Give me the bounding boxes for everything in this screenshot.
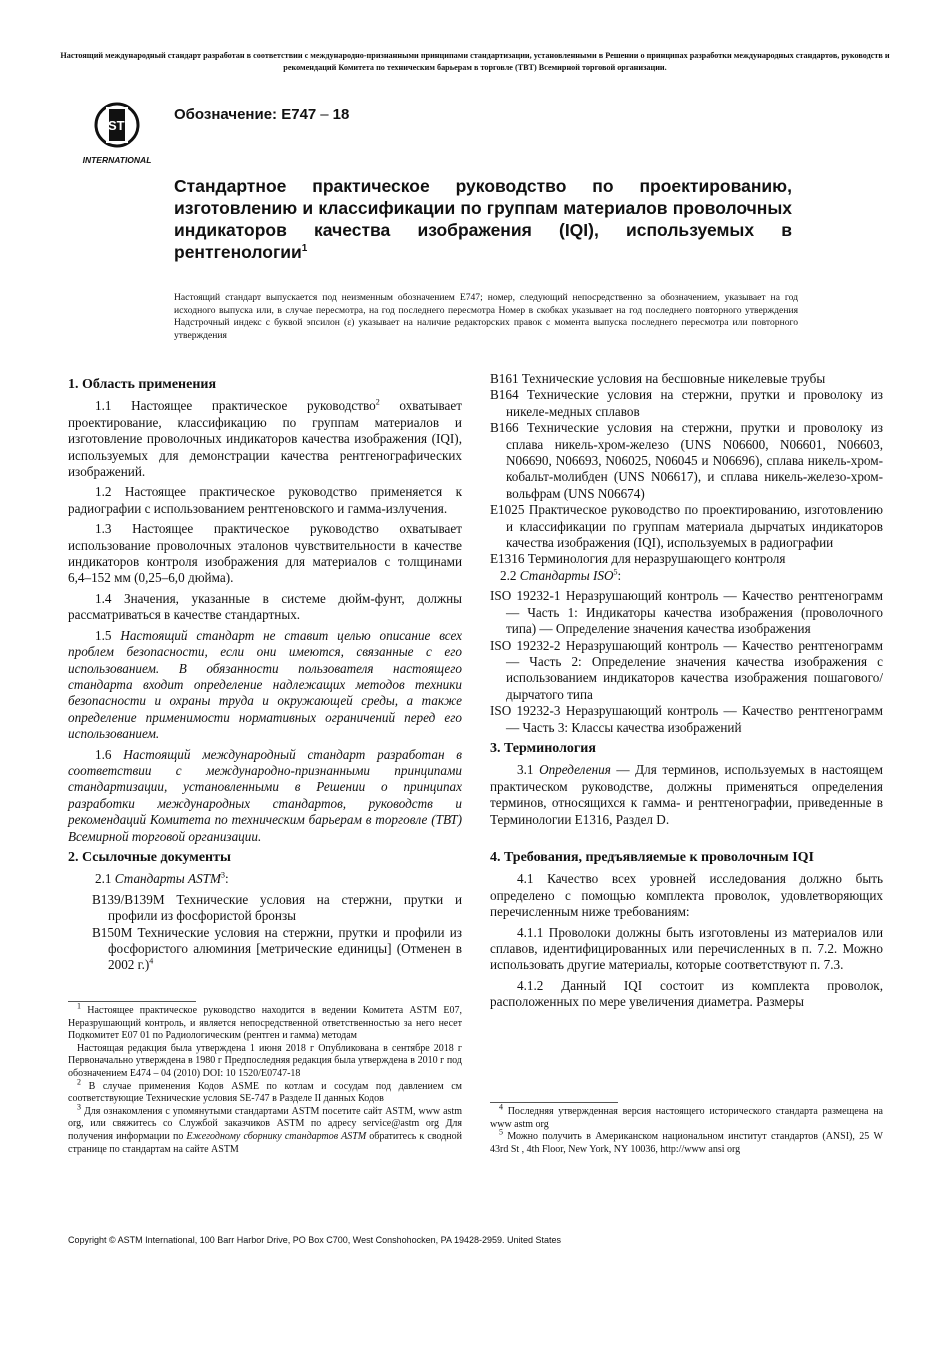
designation-label: Обозначение: E747 — [174, 106, 317, 123]
para-1-6: 1.6 Настоящий международный стандарт разработан в соответствии с международно-признанными принципами стандартизации, установленными в Решении о принципах разработки международных стандартов, руководств и рекомендаций Комитета по техническим барьерам в торговле (ТВТ) Всемирной торговой организации. — [68, 746, 462, 844]
reference-iso-19232-1: ISO 19232-1 Неразрушающий контроль — Качество рентгенограмм — Часть 1: Индикаторы качества изображения (проволочного типа) — Определение значения качества изображения — [490, 588, 883, 637]
footnote-4: $^4$ Последняя утвержденная версия настоящего исторического стандарта размещена на www astm org — [490, 1102, 883, 1130]
reference-b139: B139/B139M Технические условия на стержни, прутки и профили из фосфористой бронзы — [92, 891, 462, 924]
document-title: Стандартное практическое руководство по проектированию, изготовлению и классификации по группам материалов проволочных индикаторов качества изображения (IQI), используемых в рентгенологии$^1$ — [174, 176, 792, 262]
reference-e1025: E1025 Практическое руководство по проектированию, изготовлению и классификации по группам материала дырчатых индикаторов качества изображения (IQI), используемых в радиографии — [490, 502, 883, 551]
section-2-heading: 2. Ссылочные документы — [68, 849, 231, 865]
footnote-2: $^2$ В случае применения Кодов ASME по котлам и сосудам под давлением см соответствующие Технические условия SE-747 в Разделе II данных Кодов — [68, 1077, 463, 1105]
footnote-1-continued: Настоящая редакция была утверждена 1 июня 2018 г Опубликована в сентябре 2018 г Первоначально утверждена в 1980 г Предпоследняя редакция была утверждена в 2010 г под обозначением E474 – 04 (2010) DOI: 10 1520/E0747-18 — [68, 1042, 462, 1079]
para-4-1-1: 4.1.1 Проволоки должны быть изготовлены из материалов или сплавов, идентифицированных или перечисленных в п. 7.2. Можно использовать другие материалы, которые соответствуют п. 7.3. — [490, 924, 883, 973]
para-1-5: 1.5 Настоящий стандарт не ставит целью описание всех проблем безопасности, если они имеются, связанные с его использованием. В обязанности пользователя настоящего стандарта входит определение надлежащих методов техники безопасности и охраны труда и окружающей среды, а также определение применимости нормативных ограничений перед его использованием. — [68, 627, 463, 742]
section-4-heading: 4. Требования, предъявляемые к проволочным IQI — [490, 849, 814, 865]
reference-b164: B164 Технические условия на стержни, прутки и проволоку из никеле-медных сплавов — [490, 387, 883, 419]
right-column — [490, 371, 883, 1015]
footnote-divider-left — [68, 1001, 196, 1002]
footnote-divider-right — [490, 1102, 618, 1103]
section-1-heading: 1. Область применения — [68, 377, 217, 392]
logo-subtext: INTERNATIONAL — [82, 155, 152, 165]
reference-b150m: B150M Технические условия на стержни, прутки и профили из фосфористого алюминия [метрические единицы] (Отменен в 2002 г.)$^4$ — [92, 924, 462, 973]
designation-year: 18 — [332, 106, 350, 123]
para-2-2: 2.2 Стандарты ISO$^5$: — [500, 567, 622, 583]
para-1-1: 1.1 Настоящее практическое руководство$^2$ охватывает проектирование, классификацию по группам материалов и изготовление проволочных индикаторов качества изображения (IQI), используемых для демонстрации качества рентгенографических изображений. — [68, 398, 462, 480]
reference-iso-19232-2: ISO 19232-2 Неразрушающий контроль — Качество рентгенограмм — Часть 2: Определение значения качества изображения с использованием индикаторов качества изображения пошагового/дырчатого типа — [490, 637, 883, 702]
para-1-4: 1.4 Значения, указанные в системе дюйм-фунт, должны рассматриваться в качестве стандартных. — [68, 590, 462, 623]
copyright-line: Copyright © ASTM International, 100 Barr Harbor Drive, PO Box C700, West Conshohocken, PA 19428-2959. United States — [68, 1235, 562, 1245]
logo-text: ASTM — [98, 118, 136, 133]
reference-b166: B166 Технические условия на стержни, прутки и проволоку из сплава никель-хром-железо (UNS N06600, N06601, N06603, N06690, N06693, N06025, N06045 и N06696), сплава никель-хром-кобальт-молибден (UNS N06617), и сплава никель-железо-хром-вольфрам (UNS N06674) — [490, 420, 883, 501]
para-4-1: 4.1 Качество всех уровней исследования должно быть определено с помощью комплекта проволок, удовлетворяющих перечисленным ниже требованиям: — [490, 871, 883, 920]
astm-logo — [76, 97, 158, 167]
para-4-1-2: 4.1.2 Данный IQI состоит из комплекта проволок, расположенных по мере увеличения диаметра. Размеры — [490, 977, 883, 1010]
left-column — [68, 372, 462, 974]
reference-iso-19232-3: ISO 19232-3 Неразрушающий контроль — Качество рентгенограмм — Часть 3: Классы качества изображений — [490, 703, 883, 735]
para-1-3: 1.3 Настоящее практическое руководство охватывает использование проволочных эталонов чувствительности в качестве индикаторов контроля изображения для материалов с толщинами 6,4–152 мм (0,25–6,0 дюйма). — [68, 521, 462, 586]
designation-dash: – — [320, 106, 329, 123]
footnote-1: $^1$ Настоящее практическое руководство находится в ведении Комитета ASTM E07, Неразрушающий контроль, и является непосредственной ответственностью за него несет Подкомитет E07 01 по Радиологическим (рентген и гамма) методам — [68, 1001, 462, 1042]
para-2-1: 2.1 Стандарты ASTM$^3$: — [95, 870, 229, 887]
international-standard-notice: Настоящий международный стандарт разработан в соответствии с международно-признанными принципами стандартизации, установленными в Решении о принципах разработки международных стандартов, руководств и рекомендаций Комитета по техническим барьерам в торговле (ТВТ) Всемирной торговой организации. — [60, 51, 890, 72]
standard-issuance-note: Настоящий стандарт выпускается под неизменным обозначением E747; номер, следующий непосредственно за обозначением, указывает на год исходного выпуска или, в случае пересмотра, на год последнего пересмотра Номер в скобках указывает на год последнего повторного утверждения Надстрочный индекс с буквой эпсилон (ε) указывает на наличие редакторских правок с момента выпуска последнего пересмотра или повторного утверждения — [174, 292, 798, 341]
title-footnote-ref: 1 — [301, 243, 308, 255]
designation — [174, 106, 349, 123]
para-3-1: 3.1 Определения — Для терминов, используемых в настоящем практическом руководстве, должны применяться определения терминов, относящихся к гамма- и рентгенографии, приведенные в Терминологии E1316, Раздел D. — [490, 762, 884, 827]
footnotes-right — [490, 1102, 883, 1156]
reference-e1316: E1316 Терминология для неразрушающего контроля — [490, 551, 786, 567]
footnote-3: $^3$ Для ознакомления с упомянутыми стандартами ASTM посетите сайт ASTM, www astm org, или свяжитесь со Службой заказчиков ASTM по адресу service@astm org Для получения информации по Ежегодному сборнику стандартов ASTM обратитесь к сводной странице по стандартам на сайте ASTM — [68, 1102, 462, 1155]
para-1-2: 1.2 Настоящее практическое руководство применяется к радиографии с использованием рентгеновского и гамма-излучения. — [68, 484, 462, 516]
section-3-heading: 3. Терминология — [490, 740, 596, 756]
footnotes-left — [68, 1001, 463, 1156]
reference-b161: B161 Технические условия на бесшовные никелевые трубы — [490, 371, 826, 386]
footnote-5: $^5$ Можно получить в Американском национальном институт стандартов (ANSI), 25 W 43rd St , 4th Floor, New York, NY 10036, http://www ansi org — [490, 1127, 883, 1155]
